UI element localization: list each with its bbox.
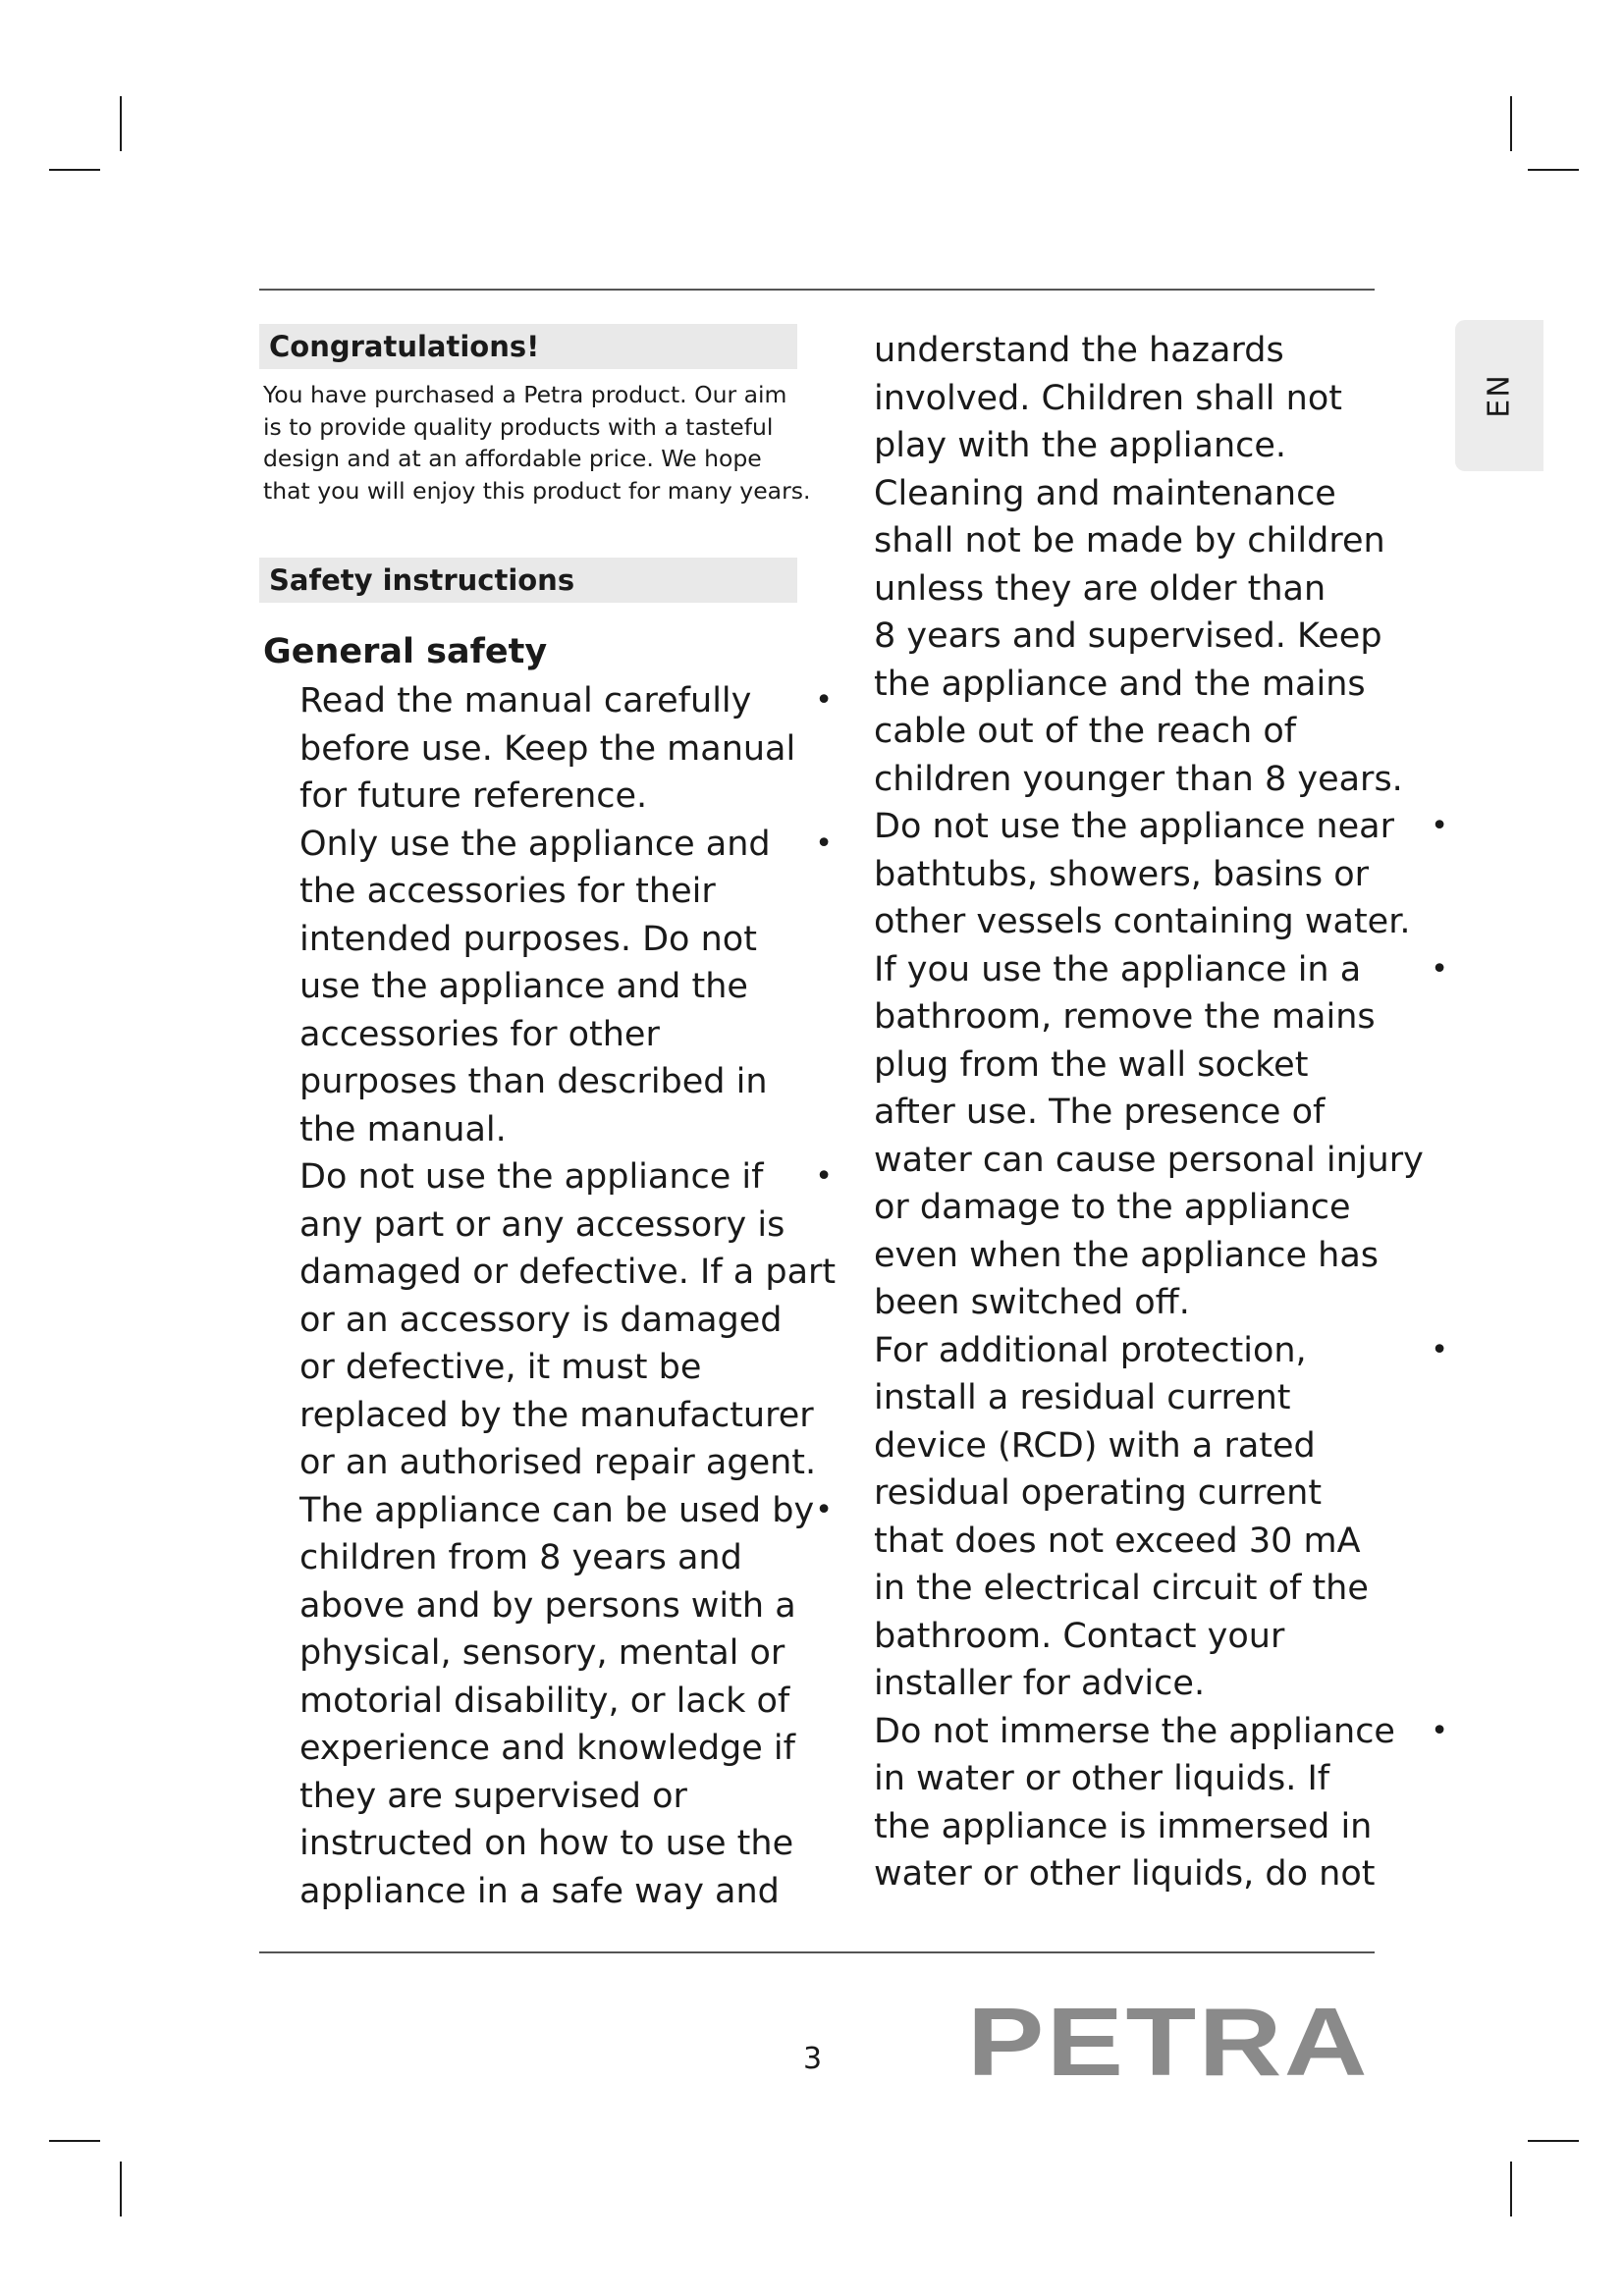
bullet-line: water can cause personal injury	[874, 1140, 1424, 1180]
crop-mark	[120, 96, 122, 151]
bullet-item	[874, 946, 1448, 1327]
general-safety-heading: General safety	[263, 632, 548, 671]
bullet-item	[874, 1708, 1448, 1898]
bullet-line: Do not use the appliance if	[299, 1157, 764, 1197]
crop-mark	[1510, 2162, 1512, 2216]
bullet-item	[299, 821, 848, 1154]
language-tab-label: EN	[1482, 373, 1517, 418]
bullet-line: intended purposes. Do not	[299, 919, 757, 959]
bullet-line: or an authorised repair agent.	[299, 1443, 817, 1482]
bullet-line: children from 8 years and	[299, 1538, 742, 1577]
intro-line: You have purchased a Petra product. Our aim	[263, 381, 787, 408]
paragraph-line: cable out of the reach of	[874, 712, 1297, 751]
bullet-line: been switched off.	[874, 1283, 1190, 1322]
bullet-line: that does not exceed 30 mA	[874, 1521, 1361, 1561]
bullet-icon: •	[1431, 1332, 1448, 1367]
bullet-line: If you use the appliance in a	[874, 949, 1362, 989]
bullet-item	[874, 803, 1448, 946]
paragraph-line: Cleaning and maintenance	[874, 473, 1336, 513]
bullet-icon: •	[815, 1492, 833, 1527]
brand-wordmark: PETRA	[967, 1999, 1370, 2087]
bullet-line: any part or any accessory is	[299, 1204, 785, 1245]
bullet-line: for future reference.	[299, 776, 648, 816]
left-column	[259, 324, 848, 1915]
paragraph-line: play with the appliance.	[874, 426, 1287, 465]
paragraph-line: involved. Children shall not	[874, 378, 1342, 418]
bullet-line: after use. The presence of	[874, 1093, 1326, 1132]
bullet-line: damaged or defective. If a part	[299, 1253, 837, 1292]
bullet-line: above and by persons with a	[299, 1585, 796, 1626]
bullet-line: physical, sensory, mental or	[299, 1633, 785, 1673]
bullet-line: The appliance can be used by	[299, 1490, 815, 1530]
intro-heading: Congratulations!	[259, 324, 797, 369]
bullet-line: Do not immerse the appliance	[874, 1711, 1395, 1751]
bullet-line: in water or other liquids. If	[874, 1759, 1330, 1798]
bullet-icon: •	[815, 826, 833, 861]
bullet-line: accessories for other	[299, 1014, 660, 1054]
bullet-line: the accessories for their	[299, 872, 716, 911]
paragraph-line: understand the hazards	[874, 331, 1284, 370]
bullet-line: other vessels containing water.	[874, 902, 1411, 941]
bullet-item	[299, 1487, 848, 1916]
bullet-line: bathroom, remove the mains	[874, 997, 1376, 1037]
crop-mark	[49, 2140, 100, 2142]
bullet-item	[299, 1153, 848, 1487]
bullet-line: use the appliance and the	[299, 967, 748, 1006]
bullet-line: Do not use the appliance near	[874, 807, 1394, 846]
crop-mark	[49, 169, 100, 171]
crop-mark	[1528, 2140, 1579, 2142]
petra-logo	[962, 1999, 1375, 2087]
bullet-icon: •	[1431, 1713, 1448, 1748]
bullet-line: plug from the wall socket	[874, 1044, 1309, 1085]
bullet-line: before use. Keep the manual	[299, 728, 796, 769]
crop-mark	[1528, 169, 1579, 171]
crop-mark	[1510, 96, 1512, 151]
bullet-line: experience and knowledge if	[299, 1729, 795, 1768]
bullet-line: the appliance is immersed in	[874, 1806, 1373, 1846]
bottom-rule	[259, 1951, 1375, 1953]
bullet-line: residual operating current	[874, 1473, 1323, 1513]
bullet-line: or damage to the appliance	[874, 1188, 1351, 1227]
paragraph-line: 8 years and supervised. Keep	[874, 616, 1382, 656]
bullet-line: water or other liquids, do not	[874, 1854, 1376, 1894]
top-rule	[259, 289, 1375, 291]
paragraph-line: the appliance and the mains	[874, 664, 1366, 704]
bullet-icon: •	[815, 1159, 833, 1194]
bullet-line: in the electrical circuit of the	[874, 1569, 1369, 1608]
intro-line: is to provide quality products with a tasteful	[263, 412, 774, 441]
paragraph-line: shall not be made by children	[874, 521, 1385, 561]
right-column	[874, 327, 1448, 1898]
bullet-line: Read the manual carefully	[299, 681, 752, 721]
bullet-line: replaced by the manufacturer	[299, 1395, 814, 1435]
bullet-icon: •	[1431, 809, 1448, 843]
bullet-line: even when the appliance has	[874, 1235, 1380, 1275]
continued-paragraph	[874, 327, 1448, 803]
bullet-line: installer for advice.	[874, 1664, 1206, 1703]
intro-line: design and at an affordable price. We hope	[263, 445, 762, 472]
page-number: 3	[803, 2042, 823, 2076]
bullet-line: install a residual current	[874, 1378, 1291, 1417]
language-tab	[1455, 320, 1543, 471]
bullet-icon: •	[1431, 951, 1448, 987]
bullet-line: bathtubs, showers, basins or	[874, 854, 1370, 894]
bullet-line: Only use the appliance and	[299, 824, 771, 864]
bullet-line: motorial disability, or lack of	[299, 1681, 790, 1721]
bullet-line: purposes than described in	[299, 1062, 768, 1101]
bullet-line: bathroom. Contact your	[874, 1616, 1285, 1656]
bullet-line: appliance in a safe way and	[299, 1871, 780, 1911]
left-bullet-list	[299, 677, 848, 1915]
bullet-line: or an accessory is damaged	[299, 1300, 783, 1340]
paragraph-line: unless they are older than	[874, 568, 1326, 609]
right-bullet-list	[874, 803, 1448, 1898]
bullet-item	[874, 1327, 1448, 1708]
crop-mark	[120, 2162, 122, 2216]
bullet-line: For additional protection,	[874, 1330, 1307, 1370]
safety-heading: Safety instructions	[259, 558, 797, 603]
bullet-line: instructed on how to use the	[299, 1824, 794, 1863]
bullet-line: device (RCD) with a rated	[874, 1425, 1316, 1466]
bullet-item	[299, 677, 848, 821]
bullet-icon: •	[815, 683, 833, 718]
bullet-line: or defective, it must be	[299, 1348, 702, 1387]
intro-line: that you will enjoy this product for many years.	[263, 476, 811, 505]
bullet-line: the manual.	[299, 1109, 507, 1149]
intro-text	[263, 379, 848, 507]
paragraph-line: children younger than 8 years.	[874, 759, 1403, 799]
bullet-line: they are supervised or	[299, 1776, 687, 1816]
